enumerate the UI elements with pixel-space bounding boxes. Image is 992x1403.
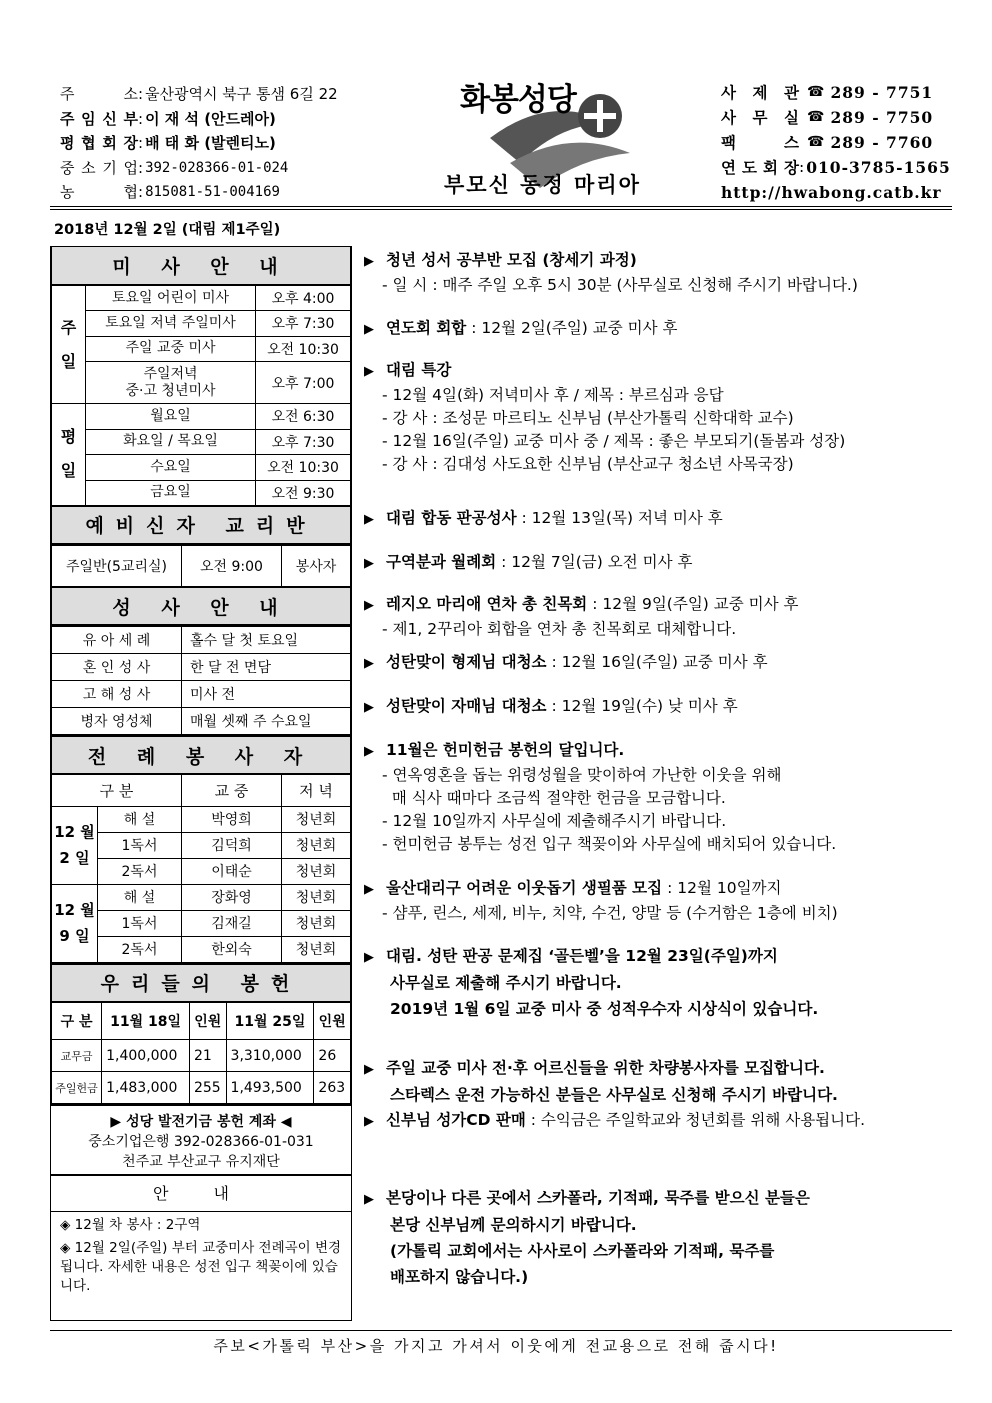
header-info-value: 815081-51-004169 xyxy=(145,184,280,200)
sacrament-value: 한 달 전 면담 xyxy=(182,654,351,681)
announcement xyxy=(364,1056,954,1108)
announcement-title: 11월은 헌미헌금 봉헌의 달입니다. xyxy=(386,741,625,759)
header-contact-value[interactable]: http://hwabong.catb.kr xyxy=(721,183,942,202)
mass-name: 월요일 xyxy=(86,404,256,430)
header-info-row: 농 협 : 815081-51-004169 xyxy=(60,180,360,205)
mass-row xyxy=(52,455,351,481)
offering-title: 우리들의 봉헌 xyxy=(52,964,351,1002)
catechism-time: 오전 9:00 xyxy=(182,545,282,587)
announcement xyxy=(364,1186,954,1290)
announcement-text: : 12월 10일까지 xyxy=(662,879,782,897)
offering-header: 11월 25일 xyxy=(226,1002,314,1040)
announcement xyxy=(364,1108,954,1134)
liturgy-row xyxy=(52,806,351,832)
liturgy-main: 박영희 xyxy=(182,806,282,832)
announcement xyxy=(364,650,954,676)
announcement-detail: - 12월 10일까지 사무실에 제출해주시기 바랍니다. xyxy=(382,812,727,830)
liturgy-row xyxy=(52,884,351,910)
header-info-value: 울산광역시 북구 통샘 6길 22 xyxy=(145,85,338,103)
sacrament-row xyxy=(52,681,351,708)
announcement xyxy=(364,738,954,856)
logo-title: 화봉성당 xyxy=(460,82,576,118)
liturgy-header: 저 녁 xyxy=(282,774,351,806)
mass-group-label: 평 일 xyxy=(52,404,86,506)
mass-time: 오후 7:30 xyxy=(256,311,351,337)
mass-name: 수요일 xyxy=(86,455,256,481)
sacrament-row xyxy=(52,708,351,735)
header-info-label: 평 협 회 장 xyxy=(60,134,138,152)
header-contact-row xyxy=(721,180,951,205)
offering-cell: 교무금 xyxy=(52,1040,102,1072)
announcement-detail: - 일 시 : 매주 주일 오후 5시 30분 (사무실로 신청해 주시기 바랍니다.) xyxy=(382,276,858,294)
announcement-detail: 사무실로 제출해 주시기 바랍니다. xyxy=(390,974,622,992)
announcement-detail: - 제1, 2꾸리아 회합을 연차 총 친목회로 대체합니다. xyxy=(382,620,737,638)
announcement-detail: 스타렉스 운전 가능하신 분들은 사무실로 신청해 주시기 바랍니다. xyxy=(390,1086,838,1104)
header-contact-row xyxy=(721,130,951,155)
mass-name: 화요일 / 목요일 xyxy=(86,429,256,455)
mass-name: 금요일 xyxy=(86,480,256,506)
mass-name: 주일저녁 중·고 청년미사 xyxy=(86,362,256,404)
liturgy-header: 교 중 xyxy=(182,774,282,806)
header-contact-row: 연 도 회 장 : 010-3785-1565 xyxy=(721,155,951,180)
header-divider-2 xyxy=(50,209,952,210)
liturgy-main: 장화영 xyxy=(182,884,282,910)
liturgy-role: 해 설 xyxy=(98,884,182,910)
offering-table xyxy=(51,963,351,1105)
notice-title: 안 내 xyxy=(50,1176,352,1212)
header-info-row: 주 소 : 울산광역시 북구 통샘 6길 22 xyxy=(60,82,360,107)
header-info-value: 배 태 화 (발렌티노) xyxy=(145,134,276,152)
header-info-row: 주 임 신 부 : 이 재 석 (안드레아) xyxy=(60,107,360,132)
announcement-text: : 수익금은 주일학교와 청년회를 위해 사용됩니다. xyxy=(525,1111,866,1129)
announcement-title: 성탄맞이 자매님 대청소 xyxy=(386,697,547,715)
offering-header: 인원 xyxy=(189,1002,226,1040)
mass-name: 주일 교중 미사 xyxy=(86,336,256,362)
bullet-triangle-icon: ▶ xyxy=(364,950,374,965)
announcement-detail: 배포하지 않습니다.) xyxy=(390,1268,529,1286)
mass-time: 오전 9:30 xyxy=(256,480,351,506)
sacrament-row xyxy=(52,654,351,681)
offering-cell: 1,400,000 xyxy=(102,1040,190,1072)
announcement xyxy=(364,550,954,576)
liturgy-main: 김재길 xyxy=(182,910,282,936)
liturgy-role: 해 설 xyxy=(98,806,182,832)
header-contact-value: 010-3785-1565 xyxy=(806,158,951,177)
offering-header: 인원 xyxy=(314,1002,351,1040)
announcement-detail: - 헌미헌금 봉투는 성전 입구 책꽂이와 사무실에 배치되어 있습니다. xyxy=(382,835,837,853)
footer-text: 주보<가톨릭 부산>을 가지고 가셔서 이웃에게 전교용으로 전해 줍시다! xyxy=(213,1337,779,1355)
mass-row xyxy=(52,480,351,506)
header-info-label: 주 소 xyxy=(60,85,138,103)
announcement-text: : 12월 19일(수) 낮 미사 후 xyxy=(546,697,738,715)
bullet-triangle-icon: ▶ xyxy=(364,322,374,337)
offering-header-row xyxy=(52,1002,351,1040)
offering-cell: 주일헌금 xyxy=(52,1072,102,1104)
announcement-detail: 2019년 1월 6일 교중 미사 중 성적우수자 시상식이 있습니다. xyxy=(390,1000,819,1018)
announcement-title: 대림 합동 판공성사 xyxy=(386,509,517,527)
liturgy-main: 한외숙 xyxy=(182,936,282,962)
bullet-triangle-icon: ▶ xyxy=(364,556,374,571)
liturgy-evening: 청년회 xyxy=(282,910,351,936)
announcement-title: 본당이나 다른 곳에서 스카폴라, 기적패, 묵주를 받으신 분들은 xyxy=(386,1189,810,1207)
offering-header: 11월 18일 xyxy=(102,1002,190,1040)
mass-time: 오후 4:00 xyxy=(256,285,351,311)
parish-logo xyxy=(440,68,680,208)
notice-item: ◈ 12월 2일(주일) 부터 교중미사 전례곡이 변경됩니다. 자세한 내용은 성전 입구 책꽂이에 있습니다. xyxy=(60,1240,342,1294)
fund-account-number: 중소기업은행 392-028366-01-031 xyxy=(88,1134,314,1150)
announcement-detail: - 연옥영혼을 돕는 위령성월을 맞이하여 가난한 이웃을 위해 xyxy=(382,766,782,784)
announcement-detail: (가톨릭 교회에서는 사사로이 스카폴라와 기적패, 묵주를 xyxy=(390,1242,775,1260)
footer-divider xyxy=(50,1330,952,1331)
header-contact-label: 연 도 회 장 xyxy=(721,158,799,177)
sacrament-name: 고 해 성 사 xyxy=(52,681,182,708)
announcement-text: : 12월 9일(주일) 교중 미사 후 xyxy=(587,595,799,613)
liturgy-evening: 청년회 xyxy=(282,806,351,832)
mass-group-label: 주 일 xyxy=(52,285,86,404)
liturgy-role: 1독서 xyxy=(98,910,182,936)
announcement-title: 주일 교중 미사 전·후 어르신들을 위한 차량봉사자를 모집합니다. xyxy=(386,1059,825,1077)
announcement-detail: - 강 사 : 김대성 사도요한 신부님 (부산교구 청소년 사목국장) xyxy=(382,455,794,473)
left-column xyxy=(50,246,352,1321)
catechism-title: 예비신자 교리반 xyxy=(52,506,351,544)
sacrament-name: 병자 영성체 xyxy=(52,708,182,735)
fund-title: ▶ 성당 발전기금 봉헌 계좌 ◀ xyxy=(110,1114,292,1130)
liturgy-evening: 청년회 xyxy=(282,936,351,962)
bullet-triangle-icon: ▶ xyxy=(364,744,374,759)
announcement-title: 구역분과 월례회 xyxy=(386,553,497,571)
announcement-detail: 매 식사 때마다 조금씩 절약한 헌금을 모금합니다. xyxy=(382,789,726,807)
offering-row xyxy=(52,1040,351,1072)
phone-icon: ☎ xyxy=(807,84,825,100)
mass-row xyxy=(52,336,351,362)
bullet-triangle-icon: ▶ xyxy=(364,882,374,897)
catechism-teacher: 봉사자 xyxy=(282,545,351,587)
header-contact-row xyxy=(721,105,951,130)
header-info-label: 농 협 xyxy=(60,183,138,201)
bullet-triangle-icon: ▶ xyxy=(364,364,374,379)
catechism-table xyxy=(51,545,351,627)
header-divider xyxy=(50,206,952,207)
header-contact-value: 289 - 7751 xyxy=(830,83,934,102)
bulletin-date: 2018년 12월 2일 (대림 제1주일) xyxy=(54,222,281,238)
announcement xyxy=(364,506,954,532)
sacraments-table xyxy=(51,626,351,735)
liturgy-evening: 청년회 xyxy=(282,884,351,910)
liturgy-date: 12 월 9 일 xyxy=(52,884,98,962)
liturgy-evening: 청년회 xyxy=(282,832,351,858)
bullet-triangle-icon: ▶ xyxy=(364,1114,374,1129)
mass-row xyxy=(52,362,351,404)
header-contacts xyxy=(721,80,951,205)
header-contact-row xyxy=(721,80,951,105)
announcement-detail: - 12월 16일(주일) 교중 미사 중 / 제목 : 좋은 부모되기(돌봄과 성장) xyxy=(382,432,846,450)
announcement-text: : 12월 7일(금) 오전 미사 후 xyxy=(496,553,693,571)
liturgy-header-row xyxy=(52,774,351,806)
header-info-value: 이 재 석 (안드레아) xyxy=(145,109,276,128)
announcement xyxy=(364,592,954,641)
liturgy-main: 이태순 xyxy=(182,858,282,884)
offering-cell: 21 xyxy=(189,1040,226,1072)
offering-cell: 255 xyxy=(189,1072,226,1104)
header-contact-label: 팩 스 xyxy=(721,133,799,152)
mass-time: 오전 10:30 xyxy=(256,336,351,362)
announcement xyxy=(364,694,954,720)
liturgy-title: 전 례 봉 사 자 xyxy=(52,736,351,774)
offering-cell: 263 xyxy=(314,1072,351,1104)
sacrament-value: 미사 전 xyxy=(182,681,351,708)
liturgy-role: 1독서 xyxy=(98,832,182,858)
announcement-detail: 본당 신부님께 문의하시기 바랍니다. xyxy=(390,1216,637,1234)
header-info xyxy=(60,82,360,205)
announcement-title: 레지오 마리애 연차 총 친목회 xyxy=(386,595,588,613)
offering-row xyxy=(52,1072,351,1104)
liturgy-role: 2독서 xyxy=(98,858,182,884)
phone-icon: ☎ xyxy=(807,134,825,150)
mass-table xyxy=(51,247,351,545)
fund-holder: 천주교 부산교구 유지재단 xyxy=(122,1154,280,1170)
header-contact-label: 사 무 실 xyxy=(721,108,799,127)
liturgy-header: 구 분 xyxy=(52,774,182,806)
mass-name: 토요일 저녁 주일미사 xyxy=(86,311,256,337)
announcement xyxy=(364,944,954,1022)
bullet-triangle-icon: ▶ xyxy=(364,700,374,715)
catechism-class: 주일반(5교리실) xyxy=(52,545,182,587)
header-contact-label: 사 제 관 xyxy=(721,83,799,102)
mass-row xyxy=(52,285,351,311)
mass-time: 오전 10:30 xyxy=(256,455,351,481)
notice-item: ◈ 12월 차 봉사 : 2구역 xyxy=(60,1217,201,1233)
sacrament-value: 홀수 달 첫 토요일 xyxy=(182,627,351,654)
mass-time: 오후 7:30 xyxy=(256,429,351,455)
bullet-triangle-icon: ▶ xyxy=(364,1192,374,1207)
bullet-triangle-icon: ▶ xyxy=(364,1062,374,1077)
mass-row xyxy=(52,404,351,430)
offering-cell: 26 xyxy=(314,1040,351,1072)
announcement-detail: - 12월 4일(화) 저녁미사 후 / 제목 : 부르심과 응답 xyxy=(382,386,724,404)
header-info-value: 392-028366-01-024 xyxy=(145,159,289,176)
announcement-text: : 12월 13일(목) 저녁 미사 후 xyxy=(516,509,723,527)
mass-row xyxy=(52,429,351,455)
sacrament-row xyxy=(52,627,351,654)
notice-box xyxy=(50,1174,352,1321)
bullet-triangle-icon: ▶ xyxy=(364,656,374,671)
announcement xyxy=(364,248,954,297)
logo-subtitle: 부모신 동정 마리아 xyxy=(444,172,641,197)
fund-account xyxy=(51,1104,351,1178)
mass-name: 토요일 어린이 미사 xyxy=(86,285,256,311)
announcement xyxy=(364,316,954,342)
announcement-detail: - 강 사 : 조성문 마르티노 신부님 (부산가톨릭 신학대학 교수) xyxy=(382,409,794,427)
offering-cell: 1,483,000 xyxy=(102,1072,190,1104)
announcement xyxy=(364,876,954,925)
header-contact-value: 289 - 7750 xyxy=(830,108,934,127)
announcement-title: 청년 성서 공부반 모집 (창세기 과정) xyxy=(386,251,637,269)
announcement-title: 대림. 성탄 판공 문제집 ‘골든벨’을 12월 23일(주일)까지 xyxy=(386,947,778,965)
offering-cell: 1,493,500 xyxy=(226,1072,314,1104)
announcement-text: : 12월 2일(주일) 교중 미사 후 xyxy=(466,319,678,337)
bullet-triangle-icon: ▶ xyxy=(364,512,374,527)
offering-cell: 3,310,000 xyxy=(226,1040,314,1072)
header-info-row: 평 협 회 장 : 배 태 화 (발렌티노) xyxy=(60,131,360,156)
announcement xyxy=(364,358,954,476)
liturgy-main: 김덕희 xyxy=(182,832,282,858)
announcement-title: 대림 특강 xyxy=(386,361,452,379)
mass-row xyxy=(52,311,351,337)
announcement-title: 신부님 성가CD 판매 xyxy=(386,1111,526,1129)
header-info-label: 중 소 기 업 xyxy=(60,158,138,177)
announcement-title: 성탄맞이 형제님 대청소 xyxy=(386,653,547,671)
liturgy-date: 12 월 2 일 xyxy=(52,806,98,884)
bullet-triangle-icon: ▶ xyxy=(364,598,374,613)
mass-title: 미 사 안 내 xyxy=(52,247,351,285)
sacrament-name: 유 아 세 례 xyxy=(52,627,182,654)
sacrament-name: 혼 인 성 사 xyxy=(52,654,182,681)
liturgy-role: 2독서 xyxy=(98,936,182,962)
mass-time: 오전 6:30 xyxy=(256,404,351,430)
announcement-title: 연도회 회합 xyxy=(386,319,467,337)
bullet-triangle-icon: ▶ xyxy=(364,254,374,269)
announcement-detail: - 샴푸, 린스, 세제, 비누, 치약, 수건, 양말 등 (수거함은 1층에 비치) xyxy=(382,904,838,922)
header-info-label: 주 임 신 부 xyxy=(60,109,138,128)
sacrament-value: 매월 셋째 주 수요일 xyxy=(182,708,351,735)
mass-time: 오후 7:00 xyxy=(256,362,351,404)
liturgy-evening: 청년회 xyxy=(282,858,351,884)
header-contact-value: 289 - 7760 xyxy=(830,133,934,152)
announcement-text: : 12월 16일(주일) 교중 미사 후 xyxy=(546,653,768,671)
liturgy-table xyxy=(51,735,351,963)
phone-icon: ☎ xyxy=(807,109,825,125)
header-info-row: 중 소 기 업 : 392-028366-01-024 xyxy=(60,156,360,181)
announcement-title: 울산대리구 어려운 이웃돕기 생필품 모집 xyxy=(386,879,663,897)
offering-header: 구 분 xyxy=(52,1002,102,1040)
sacraments-title: 성 사 안 내 xyxy=(52,587,351,625)
